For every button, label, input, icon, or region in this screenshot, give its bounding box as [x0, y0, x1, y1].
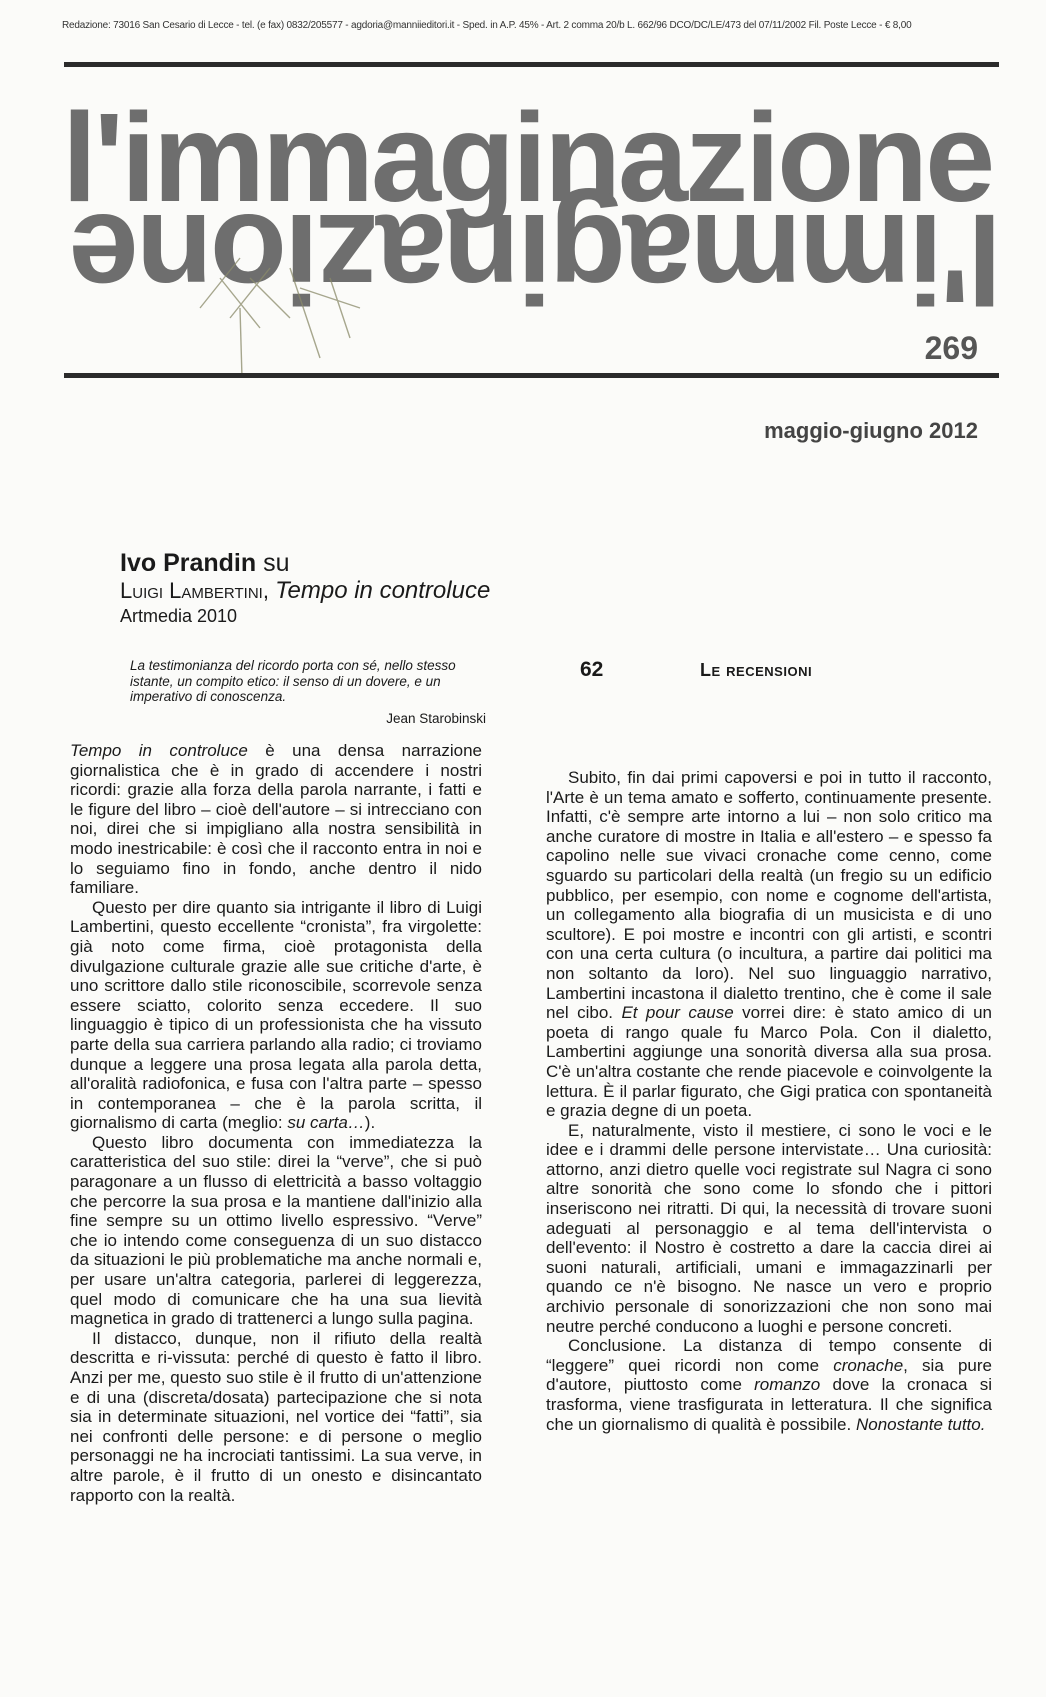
imprint-line: Redazione: 73016 San Cesario di Lecce - tel. (e fax) 0832/205577 - agdoria@manniieditori.it - Sped. in A.P. 45% - Art. 2 comma 20/b L. 662/96 DCO/DC/LE/473 del 07/11/2002 Fil. Poste Lecce - € 8,00 — [62, 20, 912, 31]
article-column-left — [70, 741, 482, 1505]
paragraph: Questo per dire quanto sia intrigante il libro di Luigi Lambertini, questo eccellente “cronista”, fra virgolette: già noto come firma, cioè protagonista della divulgazione culturale grazie alle sue critiche d'arte, è uno scrittore dallo stile riconoscibile, scorrevole senza essere sciatto, colorito senza eccedere. Il suo linguaggio è tipico di un professionista che ha vissuto parte della sua carriera parlando alla radio; ci troviamo dunque a leggere una prosa legata alla parola detta, all'oralità radiofonica, e fusa con l'altra parte – spesso in contemporanea – che è la parola scritta, il giornalismo di carta (meglio: su carta…). — [70, 897, 482, 1133]
book-line — [120, 578, 490, 604]
review-author: Ivo Prandin — [120, 549, 257, 577]
review-connector: su — [263, 549, 290, 577]
section-title: Le recensioni — [700, 660, 813, 680]
top-rule — [64, 62, 999, 67]
review-author-line — [120, 550, 290, 576]
book-title: Tempo in controluce — [275, 577, 491, 604]
book-publisher: Artmedia 2010 — [120, 606, 238, 626]
epigraph-quote: La testimonianza del ricordo porta con sé, nello stesso istante, un compito etico: il senso di un dovere, e un imperativo di conoscenza. — [130, 658, 456, 705]
issue-date: maggio-giugno 2012 — [764, 418, 978, 443]
paragraph: Tempo in controluce è una densa narrazione giornalistica che è in grado di accendere i nostri ricordi: grazie alla forza della parola narrante, i fatti e le figure del libro – cioè dell'autore – si intrecciano con noi, direi che si impigliano alla nostra sensibilità in modo inestricabile: è così che il racconto entra in noi e lo seguiamo fino in fondo, anche dentro il nido familiare. — [70, 741, 482, 898]
paragraph: Conclusione. La distanza di tempo consente di “leggere” quei ricordi non come cronache, sia pure d'autore, piuttosto come romanzo dove la cronaca si trasforma, viene trasfigurata in letteratura. Il che significa che un giornalismo di qualità è possibile. Nonostante tutto. — [546, 1336, 992, 1434]
book-author: Luigi Lambertini, — [120, 578, 269, 603]
article-column-right — [546, 768, 992, 1434]
issue-number: 269 — [924, 330, 978, 366]
paragraph: Subito, fin dai primi capoversi e poi in tutto il racconto, l'Arte è un tema amato e sofferto, continuamente presente. Infatti, c'è sempre arte intorno a lui – non solo critico ma anche curatore di mostre in Italia e all'estero – e spesso fa capolino nelle sue vivaci cronache come cenno, come sguardo su particolari della realtà (un fregio su un edificio pubblico, per esempio, con nome e cognome dell'artista, un collegamento alla biografia di un musicista e di uno scultore). E poi mostre e incontri con gli artisti, e scontri con una certa cultura (o incultura, a partire dai politici ma non soltanto da loro). Nel suo linguaggio narrativo, Lambertini incastona il dialetto trentino, che è come il sale nel cibo. Et pour cause vorrei dire: è stato amico di un poeta di rango quale fu Marco Pola. Con il dialetto, Lambertini aggiunge una sonorità diversa alla sua prosa. C'è un'altra costante che rende piacevole e coinvolgente la lettura. È il parlar figurato, che Gigi pratica con spontaneità e grazia degne di un poeta. — [546, 768, 992, 1121]
paragraph: Il distacco, dunque, non il rifiuto della realtà descritta e ri-vissuta: perché di questo è fatto il libro. Anzi per me, questo suo stile è il frutto di un'attenzione e di una (discreta/dosata) partecipazione che si nota sia in determinate situazioni, nel vortice dei “fatti”, sia nei confronti delle persone: e di persone o meglio personaggi ne ha incrociati tantissimi. La sua verve, in altre parole, è il frutto di un onesto e disincantato rapporto con la realtà. — [70, 1328, 482, 1505]
masthead-mirror-logo: l'immaginazione — [71, 188, 1002, 329]
bottom-rule — [64, 373, 999, 378]
paragraph: E, naturalmente, visto il mestiere, ci sono le voci e le idee e i drammi delle persone intervistate… Una curiosità: attorno, anzi dietro quelle voci registrate sul Nagra ci sono altre sonorità che sono come lo sfondo che i pittori inseriscono nei ritratti. Di qui, la necessità di trovare suoni adeguati al personaggio e al tema dell'intervista o dell'evento: il Nostro è costretto a dare la caccia direi ai suoni naturali, artificiali, umani e immagazzinarli per quando ce n'è bisogno. Ne nasce un vero e proprio archivio personale di sonorizzazioni che non sono mai neutre perché conducono a luoghi e persone concreti. — [546, 1120, 992, 1336]
paragraph: Questo libro documenta con immediatezza la caratteristica del suo stile: direi la “verve”, che si può paragonare a un flusso di elettricità a basso voltaggio che percorre la sua prosa e la mantiene dall'inizio alla fine sempre su un ottimo livello espressivo. “Verve” che io intendo come conseguenza di un suo distacco da situazioni le più problematiche ma anche normali e, per usare un'altra categoria, parlerei di leggerezza, quel modo di comunicare che ha una sua lievità magnetica in grado di trattenerci a lungo sulla pagina. — [70, 1132, 482, 1329]
page-number: 62 — [580, 658, 604, 681]
masthead-title: l'immaginazione — [62, 87, 993, 228]
epigraph-author: Jean Starobinski — [386, 711, 486, 726]
